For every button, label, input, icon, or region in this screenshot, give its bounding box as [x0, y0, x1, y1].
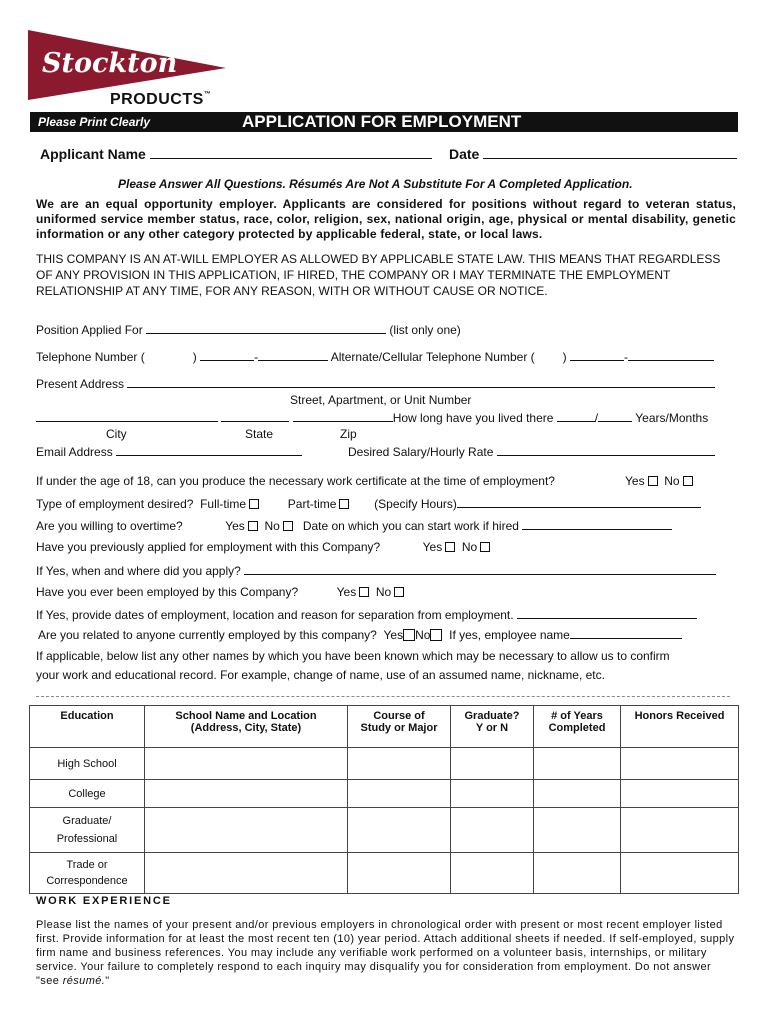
- education-header-row: [30, 706, 739, 748]
- work-experience-text: Please list the names of your present and/or previous employers in chronological order with present or most recent employer listed first. Provide information for at least the most recent ten (10) year period. Attach additional sheets if needed. If self-employed, supply firm name and business references. You may include any verifiable work performed on a volunteer basis, internships, or military service. Your failure to completely respond to each inquiry may disqualify you for consideration from employment. Do not answer "see résumé.": [36, 919, 735, 987]
- logo-products-text: PRODUCTS™: [110, 91, 212, 108]
- table-cell[interactable]: [621, 808, 739, 853]
- school-header: School Name and Location (Address, City, State): [145, 706, 348, 748]
- table-cell[interactable]: [145, 808, 348, 853]
- page-title: APPLICATION FOR EMPLOYMENT: [242, 112, 522, 131]
- date-field[interactable]: [483, 147, 737, 159]
- related-yes-checkbox[interactable]: [403, 629, 415, 641]
- related-row: Are you related to anyone currently employed by this company? Yes No If yes, employee name: [38, 627, 682, 642]
- table-cell[interactable]: [534, 748, 621, 780]
- zip-field[interactable]: [293, 410, 393, 422]
- city-state-zip-row: How long have you lived there / Years/Months: [36, 410, 708, 425]
- city-field[interactable]: [36, 410, 218, 422]
- education-level: High School: [30, 748, 145, 780]
- instruction-text: Please Answer All Questions. Résumés Are Not A Substitute For A Completed Application.: [118, 177, 633, 191]
- other-names-line-2: your work and educational record. For example, change of name, use of an assumed name, nickname, etc.: [36, 668, 605, 682]
- table-cell[interactable]: [145, 748, 348, 780]
- city-caption: City: [106, 427, 127, 441]
- applicant-name-row: Applicant Name: [40, 146, 432, 162]
- table-row: [30, 748, 739, 780]
- table-row: [30, 853, 739, 894]
- under18-question: If under the age of 18, can you produce the necessary work certificate at the time of employment?: [36, 474, 555, 488]
- alt-phone-prefix-field[interactable]: [570, 349, 624, 361]
- table-cell[interactable]: [451, 808, 534, 853]
- overtime-no-checkbox[interactable]: [283, 521, 293, 531]
- state-caption: State: [245, 427, 274, 441]
- position-field[interactable]: [146, 322, 386, 334]
- education-level: Graduate/ Professional: [30, 808, 145, 853]
- graduate-header: Graduate? Y or N: [451, 706, 534, 748]
- address-row: Present Address: [36, 376, 715, 391]
- fulltime-checkbox[interactable]: [249, 499, 259, 509]
- position-row: Position Applied For (list only one): [36, 323, 461, 337]
- other-names-line-1: If applicable, below list any other names by which you have been known which may be necessary to allow us to confirm: [36, 649, 670, 663]
- table-cell[interactable]: [348, 853, 451, 894]
- education-level: Trade or Correspondence: [30, 853, 145, 894]
- years-field[interactable]: [557, 410, 595, 422]
- table-cell[interactable]: [145, 780, 348, 808]
- education-level: College: [30, 780, 145, 808]
- parttime-checkbox[interactable]: [339, 499, 349, 509]
- table-cell[interactable]: [621, 853, 739, 894]
- table-cell[interactable]: [348, 748, 451, 780]
- other-names-field[interactable]: [36, 696, 730, 697]
- date-row: Date: [449, 146, 737, 162]
- phone-row: Telephone Number ( ) - Alternate/Cellular Telephone Number ( ) -: [36, 349, 714, 364]
- overtime-row: Are you willing to overtime? Yes No Date on which you can start work if hired: [36, 518, 672, 533]
- table-cell[interactable]: [534, 780, 621, 808]
- employed-yes-checkbox[interactable]: [359, 587, 369, 597]
- table-cell[interactable]: [534, 808, 621, 853]
- logo-brand-text: Stockton: [42, 48, 178, 79]
- work-experience-title: WORK EXPERIENCE: [36, 895, 172, 907]
- employment-type-row: Type of employment desired? Full-time Part-time (Specify Hours): [36, 496, 701, 511]
- applied-yes-checkbox[interactable]: [445, 542, 455, 552]
- table-cell[interactable]: [534, 853, 621, 894]
- state-field[interactable]: [221, 410, 289, 422]
- table-cell[interactable]: [348, 808, 451, 853]
- table-cell[interactable]: [451, 853, 534, 894]
- honors-header: Honors Received: [621, 706, 739, 748]
- overtime-yes-checkbox[interactable]: [248, 521, 258, 531]
- under18-options: Yes No: [625, 474, 693, 488]
- phone-prefix-field[interactable]: [200, 349, 254, 361]
- under18-yes-checkbox[interactable]: [648, 476, 658, 486]
- when-where-row: If Yes, when and where did you apply?: [36, 563, 716, 578]
- applicant-name-field[interactable]: [150, 147, 432, 159]
- table-cell[interactable]: [621, 780, 739, 808]
- print-clearly-note: Please Print Clearly: [38, 115, 151, 129]
- under18-no-checkbox[interactable]: [683, 476, 693, 486]
- hours-field[interactable]: [457, 496, 701, 508]
- start-date-field[interactable]: [522, 518, 672, 530]
- salary-row: Desired Salary/Hourly Rate: [348, 444, 715, 459]
- table-cell[interactable]: [621, 748, 739, 780]
- table-cell[interactable]: [451, 780, 534, 808]
- street-caption: Street, Apartment, or Unit Number: [290, 393, 472, 407]
- applied-no-checkbox[interactable]: [480, 542, 490, 552]
- phone-line-field[interactable]: [258, 349, 328, 361]
- email-field[interactable]: [116, 444, 302, 456]
- course-header: Course of Study or Major: [348, 706, 451, 748]
- related-no-checkbox[interactable]: [430, 629, 442, 641]
- table-row: [30, 780, 739, 808]
- at-will-statement: THIS COMPANY IS AN AT-WILL EMPLOYER AS ALLOWED BY APPLICABLE STATE LAW. THIS MEANS THAT REGARDLESS OF ANY PROVISION IN THIS APPLICATION, IF HIRED, THE COMPANY OR I MAY TERMINATE THE EMPLOYMENT RELATIONSHIP AT ANY TIME, FOR ANY REASON, WITH OR WITHOUT CAUSE OR NOTICE.: [36, 252, 721, 298]
- employed-no-checkbox[interactable]: [394, 587, 404, 597]
- months-field[interactable]: [598, 410, 632, 422]
- salary-field[interactable]: [497, 444, 715, 456]
- when-where-field[interactable]: [244, 563, 716, 575]
- education-table: [29, 705, 739, 894]
- table-cell[interactable]: [451, 748, 534, 780]
- dates-employment-field[interactable]: [517, 607, 697, 619]
- eoe-statement: We are an equal opportunity employer. Applicants are considered for positions without regard to veteran status, uniformed service member status, race, color, religion, sex, national origin, age, physical or mental disability, genetic information or any other category protected by applicable federal, state, or local laws.: [36, 197, 736, 241]
- employee-name-field[interactable]: [570, 627, 682, 639]
- dates-employment-row: If Yes, provide dates of employment, location and reason for separation from employment.: [36, 607, 697, 622]
- table-cell[interactable]: [348, 780, 451, 808]
- education-header: Education: [30, 706, 145, 748]
- employed-before-row: Have you ever been employed by this Company? Yes No: [36, 585, 404, 599]
- alt-phone-line-field[interactable]: [628, 349, 714, 361]
- years-header: # of Years Completed: [534, 706, 621, 748]
- applied-before-row: Have you previously applied for employment with this Company? Yes No: [36, 540, 490, 554]
- email-row: Email Address: [36, 444, 302, 459]
- table-cell[interactable]: [145, 853, 348, 894]
- table-row: [30, 808, 739, 853]
- zip-caption: Zip: [340, 427, 357, 441]
- address-field[interactable]: [127, 376, 715, 388]
